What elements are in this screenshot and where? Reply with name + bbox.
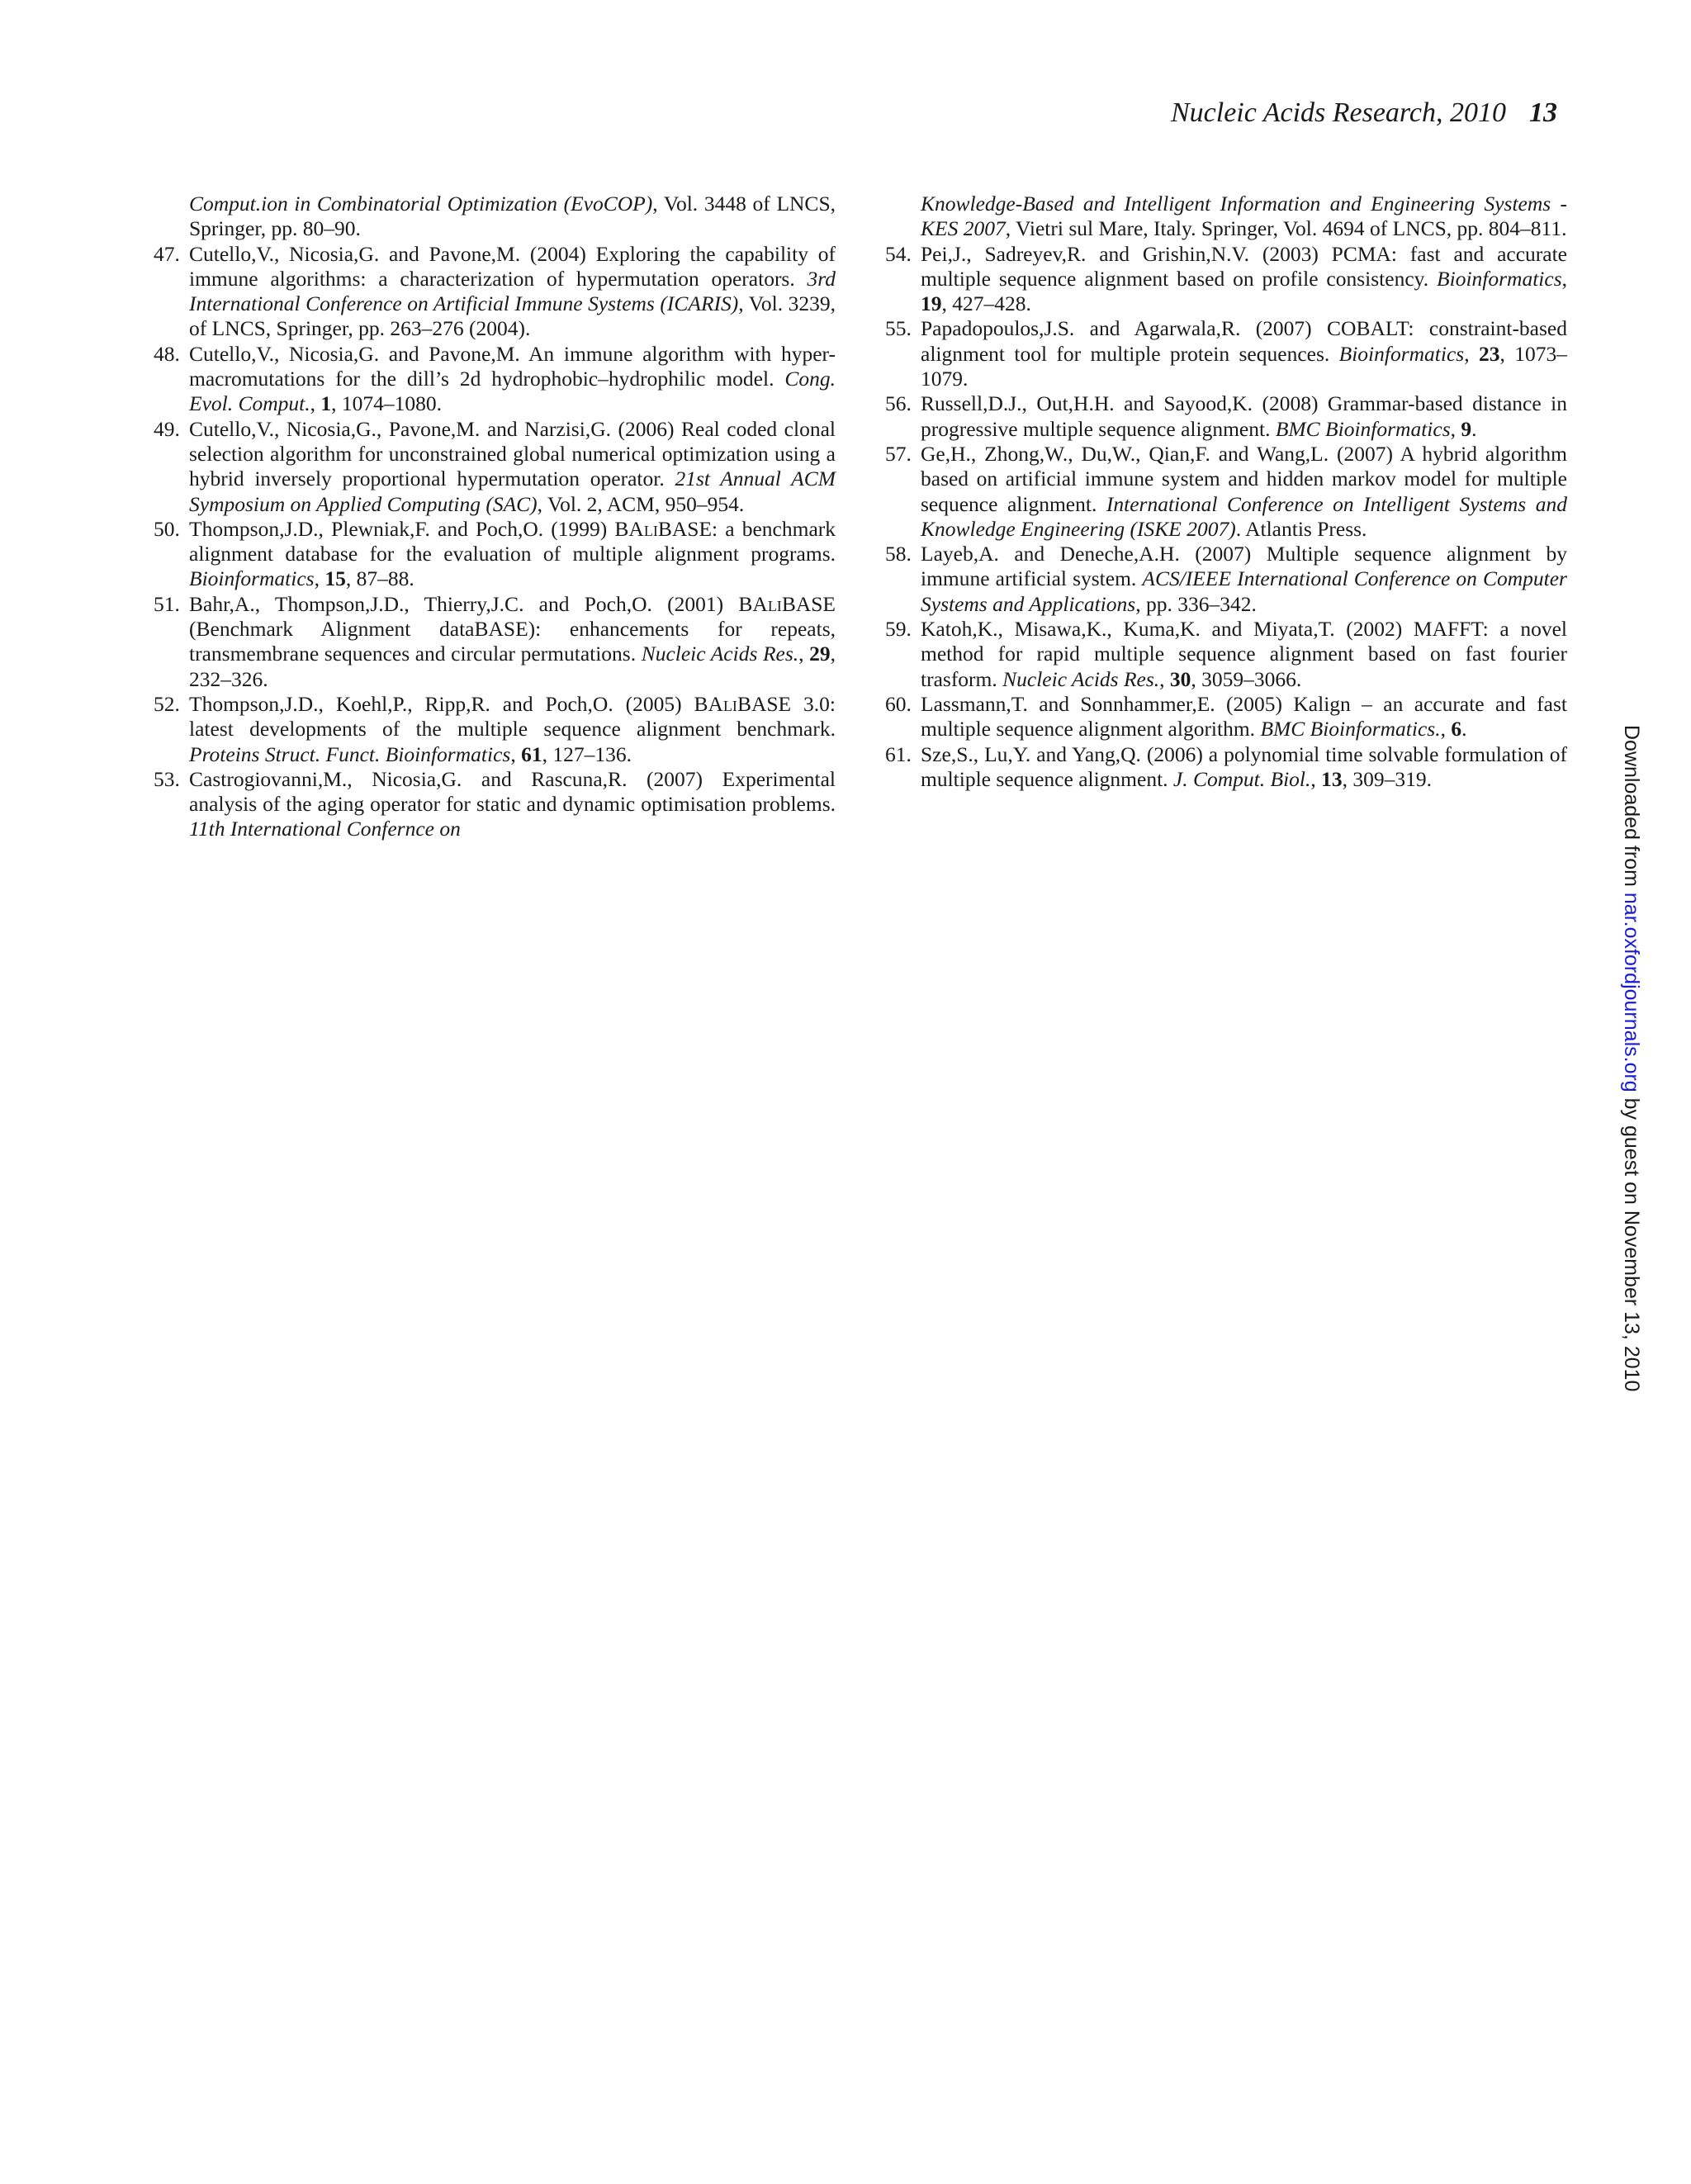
reference-number: 56.	[885, 391, 912, 416]
reference-text-segment: 29	[809, 642, 831, 666]
reference-text-segment: li	[722, 691, 737, 716]
reference-text-segment: Cutello,V., Nicosia,G. and Pavone,M. (2004) Exploring the capability of immune algorithms: a characterization of hypermutation operators.	[189, 241, 836, 291]
reference-text-segment: Pei,J., Sadreyev,R. and Grishin,N.V. (2003) PCMA: fast and accurate multiple sequence alignment based on profile consistency.	[921, 241, 1567, 291]
reference-text-segment: , Vol. 2, ACM, 950–954.	[537, 491, 745, 516]
reference-number: 50.	[154, 516, 180, 541]
reference-text-segment: ,	[1464, 341, 1479, 366]
reference-number: 51.	[154, 591, 180, 616]
reference-text-segment: , 309–319.	[1342, 766, 1432, 791]
reference-text-segment: ,	[798, 642, 810, 666]
reference-text-segment: Bioinformatics	[189, 566, 315, 591]
reference-text-segment: 11th International Confernce on	[189, 817, 461, 841]
reference-item	[885, 742, 1567, 793]
reference-text-segment: ,	[314, 566, 325, 591]
reference-text-segment: Thompson,J.D., Plewniak,F. and Poch,O. (1999) BA	[189, 516, 644, 541]
reference-number: 52.	[154, 691, 180, 716]
reference-text-segment: Russell,D.J., Out,H.H. and Sayood,K. (2008) Grammar-based distance in progressive multiple sequence alignment.	[921, 391, 1567, 441]
reference-text-segment: . Atlantis Press.	[1235, 516, 1367, 541]
reference-text-segment: Nucleic Acids Res.	[1002, 666, 1160, 691]
reference-item	[885, 692, 1567, 742]
reference-item	[885, 542, 1567, 617]
download-notice-suffix: by guest on November 13, 2010	[1620, 1092, 1643, 1392]
reference-text-segment: , Vol. 3448 of LNCS, Springer, pp. 80–90.	[189, 192, 836, 241]
reference-text-segment: 61	[521, 741, 542, 766]
reference-item	[885, 391, 1567, 442]
reference-text-segment: 23	[1479, 341, 1500, 366]
reference-number: 60.	[885, 691, 912, 716]
reference-item	[885, 617, 1567, 692]
reference-text-segment: li	[643, 516, 658, 541]
reference-text-segment: Cong. Evol. Comput.	[189, 367, 836, 416]
reference-text-segment: International Conference on Intelligent Systems and Knowledge Engineering (ISKE 2007)	[921, 491, 1568, 541]
reference-text-segment: , 127–136.	[542, 741, 632, 766]
reference-text-segment: BASE 3.0: latest developments of the multiple sequence alignment benchmark.	[189, 691, 836, 741]
reference-number: 55.	[885, 316, 912, 341]
reference-text-segment: Bioinformatics	[1437, 266, 1562, 291]
reference-number: 61.	[885, 741, 912, 766]
references-left-column	[154, 192, 836, 842]
reference-number: 49.	[154, 416, 180, 441]
journal-site-link[interactable]: nar.oxfordjournals.org	[1620, 892, 1643, 1092]
reference-text-segment: 19	[921, 291, 942, 316]
reference-number: 57.	[885, 441, 912, 466]
reference-text-segment: Thompson,J.D., Koehl,P., Ripp,R. and Poch,O. (2005) BA	[189, 691, 723, 716]
reference-text-segment: Cutello,V., Nicosia,G. and Pavone,M. An immune algorithm with hyper-macromutations for the dill’s 2d hydrophobic–hydrophilic model.	[189, 341, 836, 391]
reference-number: 58.	[885, 542, 912, 566]
reference-text-segment: , 427–428.	[941, 291, 1031, 316]
reference-text-segment: 3rd International Conference on Artificial Immune Systems (ICARIS)	[189, 266, 836, 316]
reference-text-segment: , pp. 336–342.	[1135, 591, 1257, 616]
reference-text-segment: 6	[1451, 717, 1462, 741]
reference-text-segment: 13	[1321, 766, 1343, 791]
reference-text-segment: ,	[1440, 717, 1452, 741]
reference-text-segment: , 87–88.	[345, 566, 414, 591]
references-right-column	[885, 192, 1567, 792]
reference-text-segment: Comput.ion in Combinatorial Optimization (EvoCOP)	[189, 192, 653, 216]
reference-text-segment: BASE: a benchmark alignment database for the evaluation of multiple alignment programs.	[189, 516, 836, 566]
reference-text-segment: Bahr,A., Thompson,J.D., Thierry,J.C. and Poch,O. (2001) BA	[189, 591, 768, 616]
reference-text-segment: ,	[310, 391, 321, 416]
reference-text-segment: , 232–326.	[189, 642, 836, 691]
reference-number: 54.	[885, 241, 912, 266]
reference-text-segment: , Vol. 3239, of LNCS, Springer, pp. 263–276 (2004).	[189, 291, 836, 341]
reference-text-segment: ,	[1450, 416, 1461, 441]
reference-text-segment: Katoh,K., Misawa,K., Kuma,K. and Miyata,T. (2002) MAFFT: a novel method for rapid multiple sequence alignment based on fast fourier trasform.	[921, 617, 1567, 691]
download-notice-prefix: Downloaded from	[1620, 725, 1643, 893]
reference-item	[154, 517, 836, 592]
reference-text-segment: Knowledge-Based and Intelligent Information and Engineering Systems - KES 2007	[921, 192, 1567, 241]
reference-item	[154, 767, 836, 842]
reference-text-segment: J. Comput. Biol.	[1172, 766, 1311, 791]
reference-text-segment: BMC Bioinformatics	[1275, 416, 1451, 441]
reference-text-segment: Castrogiovanni,M., Nicosia,G. and Rascuna,R. (2007) Experimental analysis of the aging operator for static and dynamic optimisation problems.	[189, 766, 836, 817]
reference-text-segment: Cutello,V., Nicosia,G., Pavone,M. and Narzisi,G. (2006) Real coded clonal selection algorithm for unconstrained global numerical optimization using a hybrid inversely proportional hypermutation operator.	[189, 416, 836, 491]
reference-text-segment: .	[1471, 416, 1477, 441]
reference-item	[885, 242, 1567, 317]
reference-number: 47.	[154, 241, 180, 266]
reference-text-segment: BMC Bioinformatics.	[1260, 717, 1441, 741]
reference-text-segment: , 1074–1080.	[331, 391, 442, 416]
reference-text-segment: ACS/IEEE International Conference on Computer Systems and Applications	[921, 566, 1567, 616]
reference-item	[154, 692, 836, 767]
reference-text-segment: 9	[1461, 416, 1472, 441]
reference-text-segment: .	[1461, 717, 1467, 741]
reference-continuation	[154, 192, 836, 242]
reference-number: 48.	[154, 341, 180, 366]
reference-text-segment: , Vietri sul Mare, Italy. Springer, Vol. 4694 of LNCS, pp. 804–811.	[1005, 216, 1567, 241]
reference-item	[154, 417, 836, 517]
page-number: 13	[1529, 97, 1557, 128]
reference-text-segment: ,	[1561, 266, 1567, 291]
reference-text-segment: Ge,H., Zhong,W., Du,W., Qian,F. and Wang,L. (2007) A hybrid algorithm based on artificial immune system and hidden markov model for multiple sequence alignment.	[921, 441, 1567, 516]
reference-text-segment: ,	[1159, 666, 1170, 691]
reference-text-segment: Bioinformatics	[1338, 341, 1465, 366]
reference-text-segment: Layeb,A. and Deneche,A.H. (2007) Multiple sequence alignment by immune artificial system.	[921, 542, 1567, 591]
reference-continuation	[885, 192, 1567, 242]
reference-item	[154, 592, 836, 692]
journal-title: Nucleic Acids Research, 2010	[1170, 97, 1506, 128]
reference-text-segment: Sze,S., Lu,Y. and Yang,Q. (2006) a polynomial time solvable formulation of multiple sequence alignment.	[921, 741, 1567, 791]
reference-text-segment: 1	[320, 391, 332, 416]
reference-text-segment: Lassmann,T. and Sonnhammer,E. (2005) Kalign – an accurate and fast multiple sequence alignment algorithm.	[921, 691, 1567, 741]
reference-text-segment: , 1073–1079.	[921, 341, 1568, 391]
reference-text-segment: Proteins Struct. Funct. Bioinformatics	[189, 741, 511, 766]
reference-text-segment: , 3059–3066.	[1191, 666, 1302, 691]
reference-text-segment: li	[767, 591, 782, 616]
download-notice	[1619, 725, 1643, 1391]
reference-number: 53.	[154, 766, 180, 791]
reference-item	[154, 242, 836, 342]
reference-text-segment: ,	[510, 741, 522, 766]
reference-text-segment: 30	[1169, 666, 1191, 691]
reference-text-segment: ,	[1310, 766, 1322, 791]
running-head	[1171, 97, 1557, 129]
reference-text-segment: Nucleic Acids Res.	[641, 642, 799, 666]
reference-text-segment: 15	[324, 566, 346, 591]
reference-item	[885, 316, 1567, 391]
reference-text-segment: 21st Annual ACM Symposium on Applied Computing (SAC)	[189, 467, 836, 516]
reference-text-segment: BASE (Benchmark Alignment dataBASE): enhancements for repeats, transmembrane sequences and circular permutations.	[189, 591, 836, 666]
reference-text-segment: Papadopoulos,J.S. and Agarwala,R. (2007) COBALT: constraint-based alignment tool for multiple protein sequences.	[921, 316, 1567, 366]
reference-item	[154, 342, 836, 417]
reference-number: 59.	[885, 617, 912, 642]
reference-item	[885, 442, 1567, 542]
